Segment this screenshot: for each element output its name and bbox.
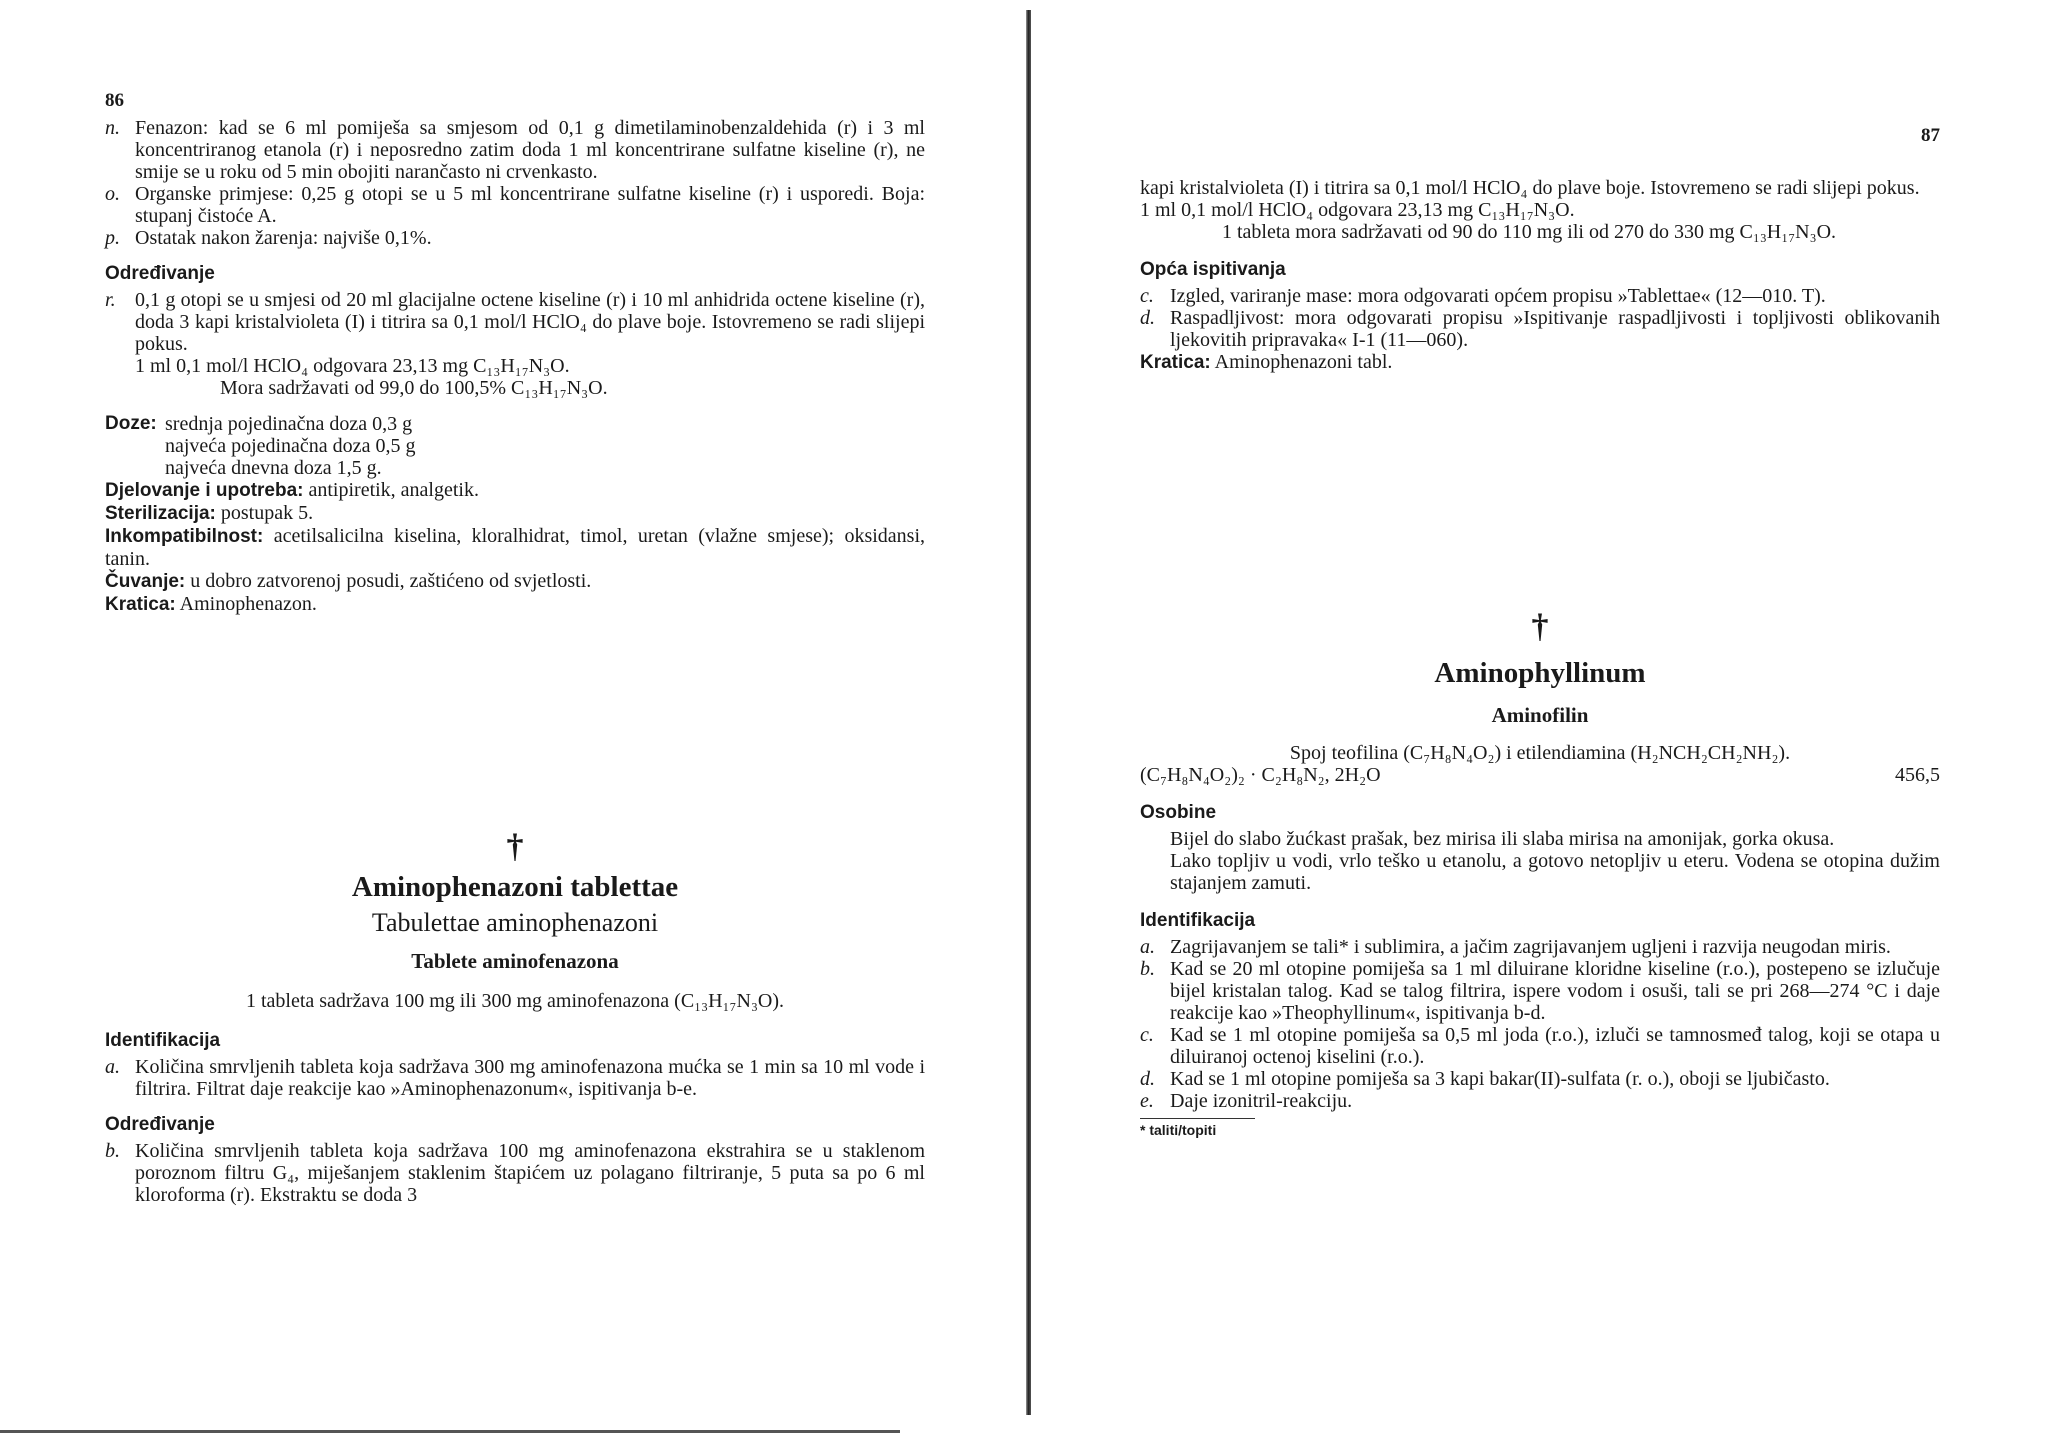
list-item <box>1140 285 1940 307</box>
item-text: Kad se 1 ml otopine pomiješa sa 3 kapi bakar(II)-sulfata (r. o.), oboji se ljubičasto. <box>1170 1068 1830 1090</box>
monograph-local-name: Aminofilin <box>1491 703 1589 727</box>
item-marker: c. <box>1140 285 1154 307</box>
doses-block <box>105 413 925 479</box>
list-item <box>1140 936 1940 958</box>
monograph-local-name: Tablete aminofenazona <box>411 949 619 973</box>
storage-label: Čuvanje: <box>105 571 186 592</box>
item-marker: n. <box>105 117 120 139</box>
storage-line <box>105 570 925 593</box>
book-gutter <box>1026 10 1031 1415</box>
formula-row <box>1140 764 1940 786</box>
list-item <box>1140 307 1940 351</box>
monograph-aminophenazoni-tablettae <box>105 830 925 1206</box>
item-marker: o. <box>105 183 120 205</box>
item-text: Kad se 1 ml otopine pomiješa sa 0,5 ml joda (r.o.), izluči se tamnosmeđ talog, koji se otapa u diluiranoj octenoj kiselini (r.o.). <box>1170 1024 1940 1068</box>
tests-list <box>105 117 925 616</box>
item-marker: p. <box>105 227 120 249</box>
doses-label: Doze: <box>105 413 157 434</box>
incompatibility-text: acetilsalicilna kiselina, kloralhidrat, timol, uretan (vlažne smjese); oksidansi, tanin. <box>105 525 926 570</box>
item-text: 0,1 g otopi se u smjesi od 20 ml glacijalne octene kiseline (r) i 10 ml anhidrida octene kiseline (r), doda 3 kapi kristalvioleta (I) i titrira sa 0,1 mol/l HClO₄ do plave boje. Istovremeno se radi slijepi pokus. <box>135 289 925 355</box>
item-text: Fenazon: kad se 6 ml pomiješa sa smjesom od 0,1 g dimetilaminobenzaldehida (r) i 3 ml koncentriranog etanola (r) i neposredno zatim doda 1 ml koncentrirane sulfatne kiseline (r), ne smije se u roku od 5 min obojiti narančasto ni crvenkasto. <box>135 117 925 183</box>
item-marker: d. <box>1140 307 1155 329</box>
equivalence-line: 1 ml 0,1 mol/l HClO₄ odgovara 23,13 mg C₁₃H₁₇N₃O. <box>135 355 570 377</box>
abbreviation-line <box>1140 351 1940 374</box>
properties-text: Lako topljiv u vodi, vrlo teško u etanolu, a gotovo netopljiv u eteru. Vodena se otopina dužim stajanjem zamuti. <box>1170 850 1940 894</box>
section-heading: Osobine <box>1140 802 1217 823</box>
item-marker: b. <box>105 1140 120 1162</box>
properties-text: Bijel do slabo žućkast prašak, bez mirisa ili slaba mirisa na amonijak, gorka okusa. <box>1170 828 1835 850</box>
page-edge-shadow <box>0 1430 900 1433</box>
requirement-line: Mora sadržavati od 99,0 do 100,5% C₁₃H₁₇N₃O. <box>220 377 608 399</box>
molecular-weight: 456,5 <box>1895 764 1940 786</box>
item-text: Ostatak nakon žarenja: najviše 0,1%. <box>135 227 432 249</box>
item-marker: d. <box>1140 1068 1155 1090</box>
dose-line: najveća pojedinačna doza 0,5 g <box>165 435 416 457</box>
list-item <box>105 1056 925 1100</box>
continuation-block <box>1140 177 1940 374</box>
item-marker: r. <box>105 289 116 311</box>
sterilization-label: Sterilizacija: <box>105 503 216 524</box>
list-item <box>105 227 925 249</box>
item-marker: a. <box>1140 936 1155 958</box>
list-item <box>1140 1090 1940 1112</box>
monograph-title: Aminophyllinum <box>1434 657 1646 689</box>
section-heading: Identifikacija <box>105 1030 221 1051</box>
list-item <box>105 183 925 227</box>
monograph-subtitle: Tabulettae aminophenazoni <box>371 908 659 937</box>
requirement-line: 1 tableta mora sadržavati od 90 do 110 mg ili od 270 do 330 mg C₁₃H₁₇N₃O. <box>1222 221 1837 243</box>
page-number: 87 <box>1921 125 1940 146</box>
item-text: Kad se 20 ml otopine pomiješa sa 1 ml diluirane kloridne kiseline (r.o.), postepeno se izlučuje bijel kristalan talog. Kad se talog filtrira, ispere vodom i osuši, tali se pri 268—274 °C i daje reakcije kao »Theophyllinum«, ispitivanja b-d. <box>1170 958 1940 1024</box>
section-heading: Identifikacija <box>1140 910 1256 931</box>
continuation-text: kapi kristalvioleta (I) i titrira sa 0,1 mol/l HClO₄ do plave boje. Istovremeno se radi slijepi pokus. <box>1140 177 1920 199</box>
use-label: Djelovanje i upotreba: <box>105 480 304 501</box>
abbreviation-text: Aminophenazoni tabl. <box>1214 351 1393 373</box>
use-text: antipiretik, analgetik. <box>308 479 479 501</box>
list-item <box>105 1140 925 1206</box>
list-item <box>1140 1024 1940 1068</box>
incompatibility-label: Inkompatibilnost: <box>105 526 264 547</box>
list-item <box>105 289 925 355</box>
footnote: * taliti/topiti <box>1140 1122 1217 1138</box>
item-text: Količina smrvljenih tableta koja sadržava 100 mg aminofenazona ekstrahira se u staklenom poroznom filtru G₄, miješanjem staklenim štapićem uz polagano filtriranje, 5 puta sa po 6 ml kloroforma (r). Ekstraktu se doda 3 <box>135 1140 925 1206</box>
list-item <box>105 117 925 183</box>
incompatibility-line <box>105 525 925 570</box>
abbreviation-label: Kratica: <box>105 594 176 615</box>
compound-line: Spoj teofilina (C₇H₈N₄O₂) i etilendiamina (H₂NCH₂CH₂NH₂). <box>1289 742 1791 764</box>
dagger-symbol: † <box>1531 608 1549 645</box>
monograph-title: Aminophenazoni tablettae <box>351 871 679 903</box>
use-line <box>105 479 925 502</box>
list-item <box>1140 958 1940 1024</box>
item-text: Daje izonitril-reakciju. <box>1170 1090 1353 1112</box>
item-marker: a. <box>105 1056 120 1078</box>
storage-text: u dobro zatvorenoj posudi, zaštićeno od svjetlosti. <box>190 570 592 592</box>
item-marker: b. <box>1140 958 1155 980</box>
item-text: Raspadljivost: mora odgovarati propisu »Ispitivanje raspadljivosti i topljivosti oblikovanih ljekovitih pripravaka« I-1 (11—060). <box>1170 307 1940 351</box>
abbreviation-text: Aminophenazon. <box>179 593 317 615</box>
content-line: 1 tableta sadržava 100 mg ili 300 mg aminofenazona (C₁₃H₁₇N₃O). <box>245 990 785 1012</box>
dose-line: najveća dnevna doza 1,5 g. <box>165 457 382 479</box>
item-marker: c. <box>1140 1024 1154 1046</box>
monograph-aminophyllinum <box>1140 610 1940 1141</box>
item-text: Zagrijavanjem se tali* i sublimira, a jačim zagrijavanjem ugljeni i razvija neugodan miris. <box>1170 936 1891 958</box>
item-marker: e. <box>1140 1090 1154 1112</box>
item-text: Količina smrvljenih tableta koja sadržava 300 mg aminofenazona mućka se 1 min sa 10 ml vode i filtrira. Filtrat daje reakcije kao »Aminophenazonum«, ispitivanja b-e. <box>135 1056 925 1100</box>
item-text: Organske primjese: 0,25 g otopi se u 5 ml koncentrirane sulfatne kiseline (r) i usporedi. Boja: stupanj čistoće A. <box>135 183 925 227</box>
sterilization-text: postupak 5. <box>220 502 314 524</box>
section-heading: Opća ispitivanja <box>1140 259 1286 280</box>
abbreviation-label: Kratica: <box>1140 352 1211 373</box>
dagger-symbol: † <box>506 828 524 865</box>
equivalence-line: 1 ml 0,1 mol/l HClO₄ odgovara 23,13 mg C₁₃H₁₇N₃O. <box>1140 199 1575 221</box>
section-heading: Određivanje <box>105 263 215 284</box>
page-number: 86 <box>105 90 124 111</box>
sterilization-line <box>105 502 925 525</box>
item-text: Izgled, variranje mase: mora odgovarati općem propisu »Tablettae« (12—010. T). <box>1170 285 1826 307</box>
section-heading: Određivanje <box>105 1114 215 1135</box>
abbreviation-line <box>105 593 925 616</box>
dose-line: srednja pojedinačna doza 0,3 g <box>165 413 413 435</box>
list-item <box>1140 1068 1940 1090</box>
molecular-formula: (C₇H₈N₄O₂)₂ · C₂H₈N₂, 2H₂O <box>1140 764 1381 786</box>
